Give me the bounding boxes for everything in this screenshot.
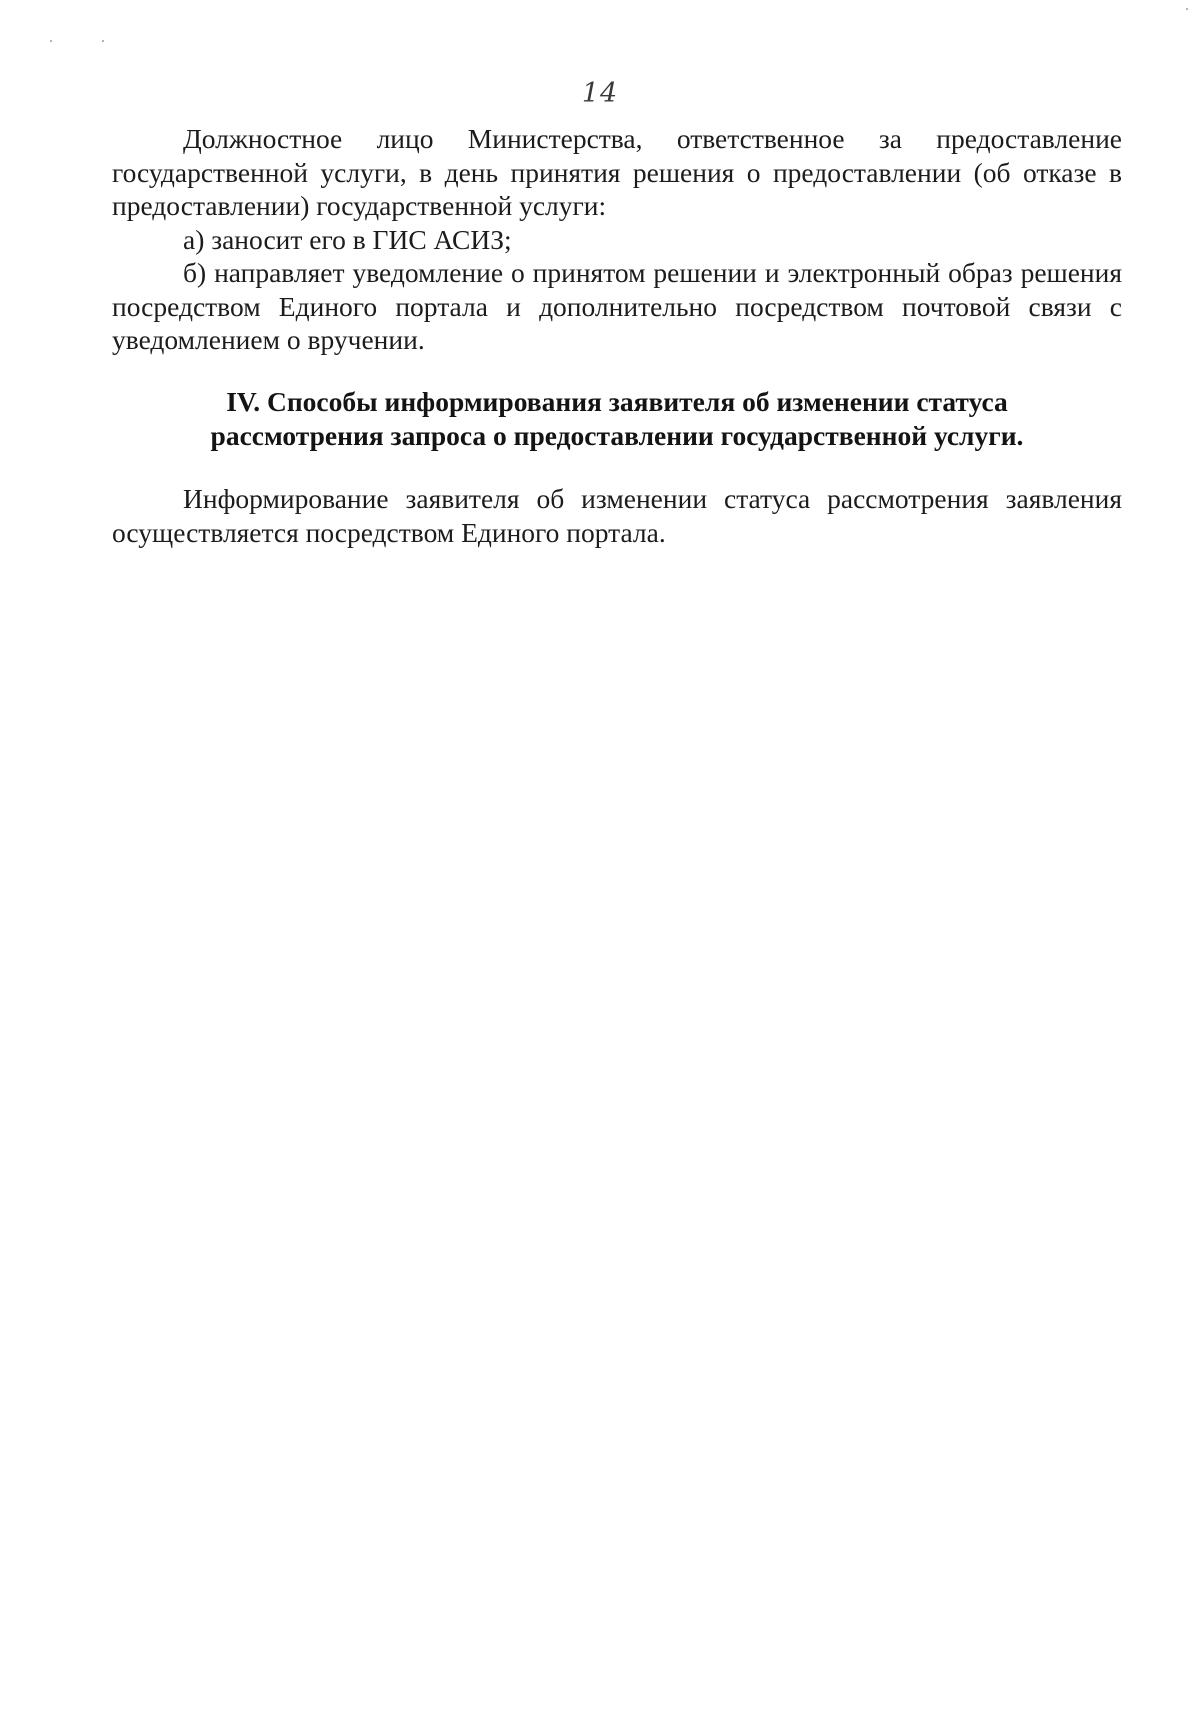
scan-speck [50,40,52,42]
section-heading [112,385,1122,453]
body-text-lower [112,482,1122,549]
scan-speck [1186,8,1188,10]
section-heading-line-2: рассмотрения запроса о предоставлении государственной услуги. [210,420,1024,451]
paragraph-responsible-official: Должностное лицо Министерства, ответственное за предоставление государственной услуги, в день принятия решения о предоставлении (об отказе в предоставлении) государственной услуги: [112,123,1122,221]
scan-speck [102,40,104,42]
paragraph-item-a: а) заносит его в ГИС АСИЗ; [183,223,512,255]
page-number: 14 [581,78,619,109]
section-heading-line-1: IV. Способы информирования заявителя об изменении статуса [226,386,1008,417]
paragraph-item-b: б) направляет уведомление о принятом решении и электронный образ решения посредством Единого портала и дополнительно посредством почтовой связи с уведомлением о вручении. [112,257,1122,355]
paragraph-informing: Информирование заявителя об изменении статуса рассмотрения заявления осуществляется посредством Единого портала. [112,483,1122,548]
body-text-upper [112,122,1122,357]
